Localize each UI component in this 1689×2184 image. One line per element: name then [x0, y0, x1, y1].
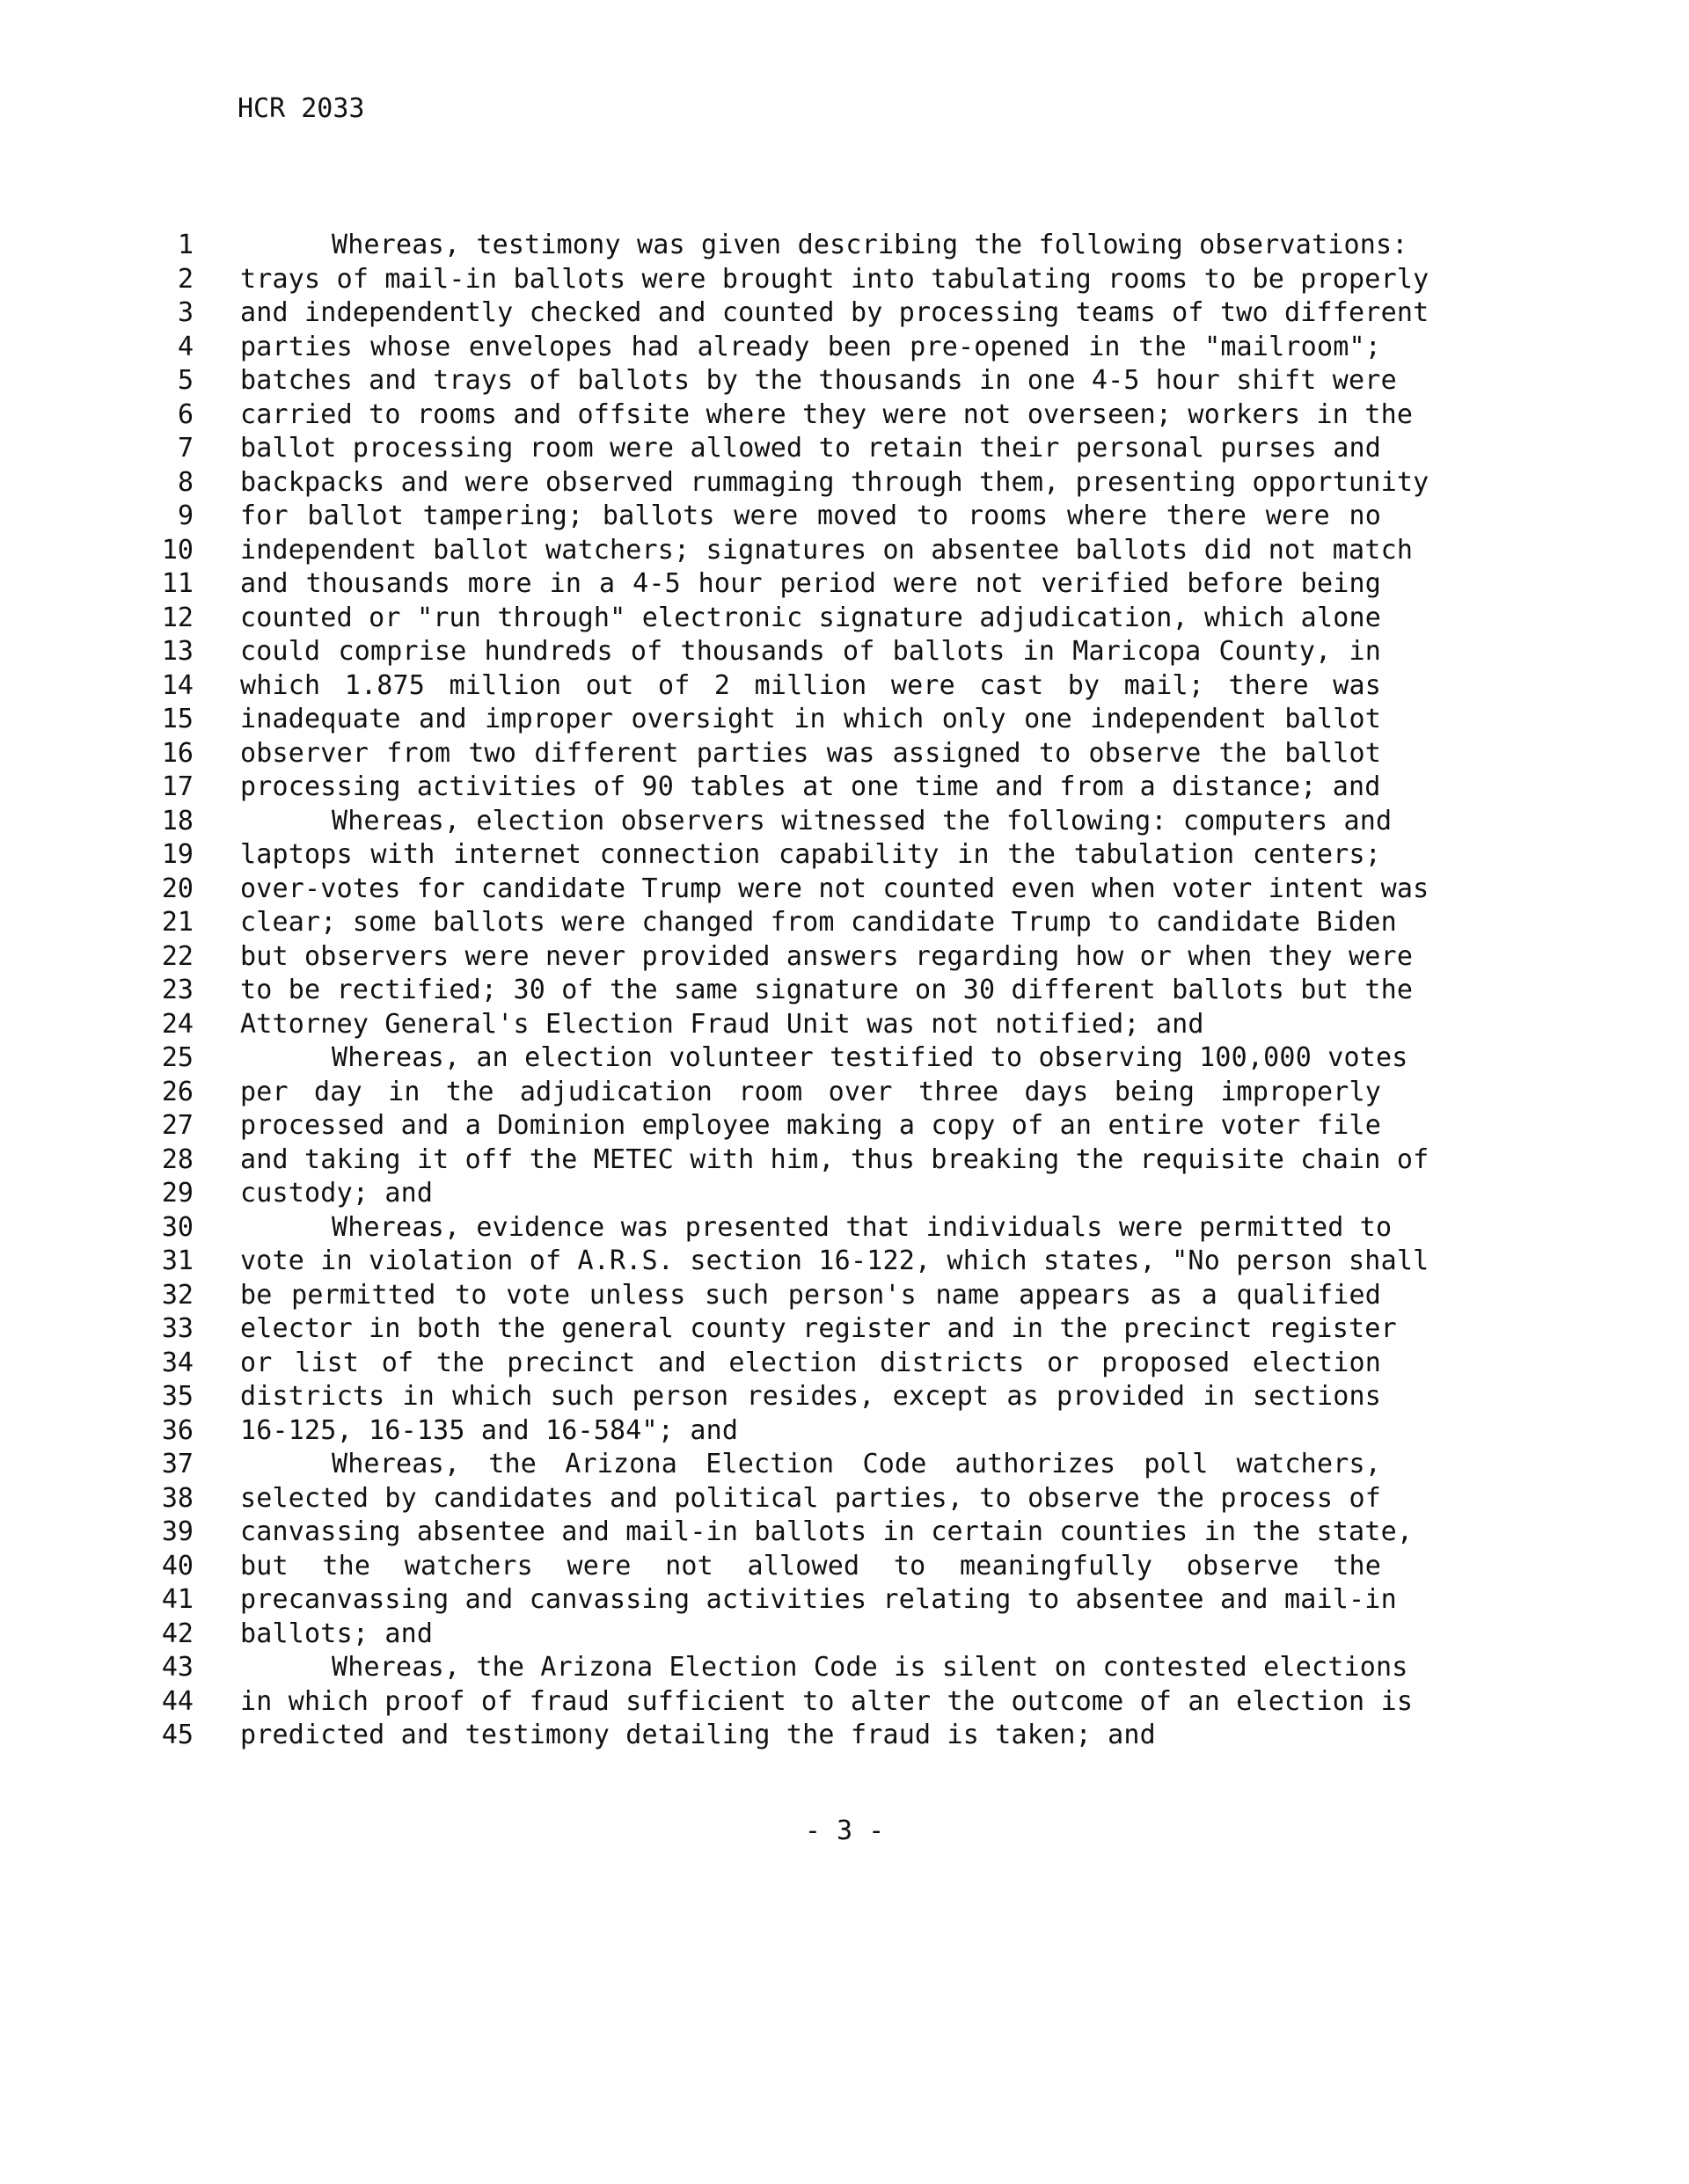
line-number: 9: [177, 500, 194, 531]
line-number: 33: [161, 1313, 194, 1344]
line-number: 15: [161, 704, 194, 734]
document-line: [0, 1414, 1689, 1449]
line-number: 19: [161, 839, 194, 870]
line-text: trays of mail-in ballots were brought into tabulating rooms to be properly: [240, 263, 1429, 295]
document-line: [0, 364, 1689, 398]
line-text: Attorney General's Election Fraud Unit was not notified; and: [240, 1008, 1204, 1040]
line-number: 14: [161, 669, 194, 701]
line-number: 32: [161, 1279, 194, 1311]
document-line: [0, 1583, 1689, 1618]
bill-identifier: HCR 2033: [238, 93, 365, 124]
document-line: [0, 1516, 1689, 1550]
document-line: [0, 1279, 1689, 1313]
line-number: 12: [161, 602, 194, 633]
line-text: processing activities of 90 tables at one time and from a distance; and: [240, 771, 1381, 802]
document-body: [0, 229, 1689, 1753]
line-text: Whereas, the Arizona Election Code authorizes poll watchers,: [332, 1449, 1381, 1479]
line-text: Whereas, evidence was presented that individuals were permitted to: [332, 1211, 1393, 1243]
line-number: 4: [177, 331, 194, 362]
document-line: [0, 432, 1689, 466]
line-number: 16: [161, 737, 194, 769]
line-number: 2: [177, 263, 194, 295]
document-line: [0, 263, 1689, 297]
document-line: [0, 940, 1689, 975]
document-line: [0, 1618, 1689, 1652]
line-text: carried to rooms and offsite where they were not overseen; workers in the: [240, 398, 1414, 430]
document-line: [0, 1380, 1689, 1414]
line-number: 18: [161, 805, 194, 836]
line-number: 8: [177, 466, 194, 498]
document-line: [0, 1448, 1689, 1482]
document-line: [0, 1177, 1689, 1211]
document-line: [0, 1685, 1689, 1720]
line-text: over-votes for candidate Trump were not counted even when voter intent was: [240, 873, 1429, 904]
line-number: 41: [161, 1584, 194, 1615]
document-line: [0, 1211, 1689, 1245]
line-text: but observers were never provided answers regarding how or when they were: [240, 940, 1414, 972]
line-text: backpacks and were observed rummaging through them, presenting opportunity: [240, 466, 1429, 498]
document-line: [0, 534, 1689, 568]
line-text: could comprise hundreds of thousands of ballots in Maricopa County, in: [240, 636, 1381, 667]
document-line: [0, 771, 1689, 805]
line-text: observer from two different parties was assigned to observe the ballot: [240, 737, 1381, 769]
line-text: selected by candidates and political parties, to observe the process of: [240, 1482, 1381, 1514]
line-number: 13: [161, 636, 194, 667]
line-text: precanvassing and canvassing activities relating to absentee and mail-in: [240, 1584, 1397, 1615]
line-number: 10: [161, 534, 194, 566]
document-line: [0, 567, 1689, 602]
document-line: [0, 1109, 1689, 1143]
document-line: [0, 838, 1689, 873]
document-line: [0, 1312, 1689, 1347]
line-number: 42: [161, 1618, 194, 1649]
line-text: in which proof of fraud sufficient to alter the outcome of an election is: [240, 1685, 1414, 1717]
line-number: 36: [161, 1414, 194, 1446]
line-number: 3: [177, 297, 194, 328]
document-line: [0, 805, 1689, 839]
line-number: 40: [161, 1550, 194, 1581]
page-number: - 3 -: [804, 1815, 885, 1846]
document-line: [0, 1143, 1689, 1178]
line-text: ballots; and: [240, 1618, 434, 1649]
line-text: processed and a Dominion employee making a copy of an entire voter file: [240, 1110, 1381, 1141]
line-text: Whereas, the Arizona Election Code is silent on contested elections: [332, 1652, 1408, 1683]
line-number: 34: [161, 1347, 194, 1378]
document-line: [0, 229, 1689, 263]
line-number: 39: [161, 1516, 194, 1547]
line-text: 16-125, 16-135 and 16-584"; and: [240, 1414, 739, 1446]
line-number: 43: [161, 1652, 194, 1683]
line-text: and taking it off the METEC with him, thus breaking the requisite chain of: [240, 1143, 1429, 1175]
line-text: Whereas, an election volunteer testified to observing 100,000 votes: [332, 1042, 1408, 1073]
line-text: or list of the precinct and election districts or proposed election: [240, 1347, 1381, 1378]
line-number: 27: [161, 1110, 194, 1141]
line-text: elector in both the general county register and in the precinct register: [240, 1313, 1397, 1344]
line-text: per day in the adjudication room over three days being improperly: [240, 1076, 1381, 1107]
line-number: 20: [161, 873, 194, 904]
line-text: for ballot tampering; ballots were moved to rooms where there were no: [240, 500, 1381, 531]
line-text: counted or "run through" electronic signature adjudication, which alone: [240, 602, 1381, 633]
line-number: 31: [161, 1245, 194, 1276]
line-number: 1: [177, 230, 194, 260]
line-number: 11: [161, 568, 194, 599]
document-line: [0, 635, 1689, 669]
document-line: [0, 500, 1689, 534]
document-line: [0, 1719, 1689, 1753]
line-text: ballot processing room were allowed to retain their personal purses and: [240, 433, 1381, 464]
line-text: laptops with internet connection capability in the tabulation centers;: [240, 839, 1381, 870]
line-number: 22: [161, 940, 194, 972]
document-line: [0, 737, 1689, 771]
line-number: 6: [177, 398, 194, 430]
line-number: 26: [161, 1076, 194, 1107]
line-number: 45: [161, 1720, 194, 1750]
line-text: Whereas, election observers witnessed the following: computers and: [332, 805, 1393, 836]
line-text: to be rectified; 30 of the same signature on 30 different ballots but the: [240, 975, 1414, 1005]
line-text: and independently checked and counted by processing teams of two different: [240, 297, 1429, 328]
document-line: [0, 602, 1689, 636]
document-line: [0, 466, 1689, 500]
document-line: [0, 331, 1689, 365]
line-number: 21: [161, 907, 194, 938]
line-text: vote in violation of A.R.S. section 16-122, which states, "No person shall: [240, 1245, 1429, 1276]
line-text: Whereas, testimony was given describing the following observations:: [332, 230, 1408, 260]
line-text: which 1.875 million out of 2 million were cast by mail; there was: [240, 669, 1381, 701]
document-line: [0, 1482, 1689, 1516]
document-line: [0, 1550, 1689, 1584]
line-number: 24: [161, 1008, 194, 1040]
document-line: [0, 296, 1689, 331]
line-text: batches and trays of ballots by the thousands in one 4-5 hour shift were: [240, 365, 1397, 396]
line-number: 44: [161, 1685, 194, 1717]
line-text: and thousands more in a 4-5 hour period were not verified before being: [240, 568, 1381, 599]
line-text: inadequate and improper oversight in which only one independent ballot: [240, 704, 1381, 734]
line-number: 25: [161, 1042, 194, 1073]
line-number: 23: [161, 975, 194, 1005]
line-number: 30: [161, 1211, 194, 1243]
line-text: but the watchers were not allowed to meaningfully observe the: [240, 1550, 1381, 1581]
line-text: parties whose envelopes had already been pre-opened in the "mailroom";: [240, 331, 1381, 362]
line-text: predicted and testimony detailing the fraud is taken; and: [240, 1720, 1156, 1750]
line-text: districts in which such person resides, except as provided in sections: [240, 1381, 1381, 1412]
document-line: [0, 906, 1689, 940]
line-text: be permitted to vote unless such person's name appears as a qualified: [240, 1279, 1381, 1311]
line-number: 7: [177, 433, 194, 464]
document-line: [0, 1041, 1689, 1076]
line-text: canvassing absentee and mail-in ballots in certain counties in the state,: [240, 1516, 1414, 1547]
document-line: [0, 1245, 1689, 1279]
document-line: [0, 669, 1689, 704]
line-number: 29: [161, 1178, 194, 1209]
line-number: 35: [161, 1381, 194, 1412]
line-number: 38: [161, 1482, 194, 1514]
document-line: [0, 974, 1689, 1008]
document-line: [0, 1076, 1689, 1110]
document-line: [0, 703, 1689, 737]
document-line: [0, 1347, 1689, 1381]
line-text: clear; some ballots were changed from candidate Trump to candidate Biden: [240, 907, 1397, 938]
document-line: [0, 398, 1689, 433]
document-line: [0, 1008, 1689, 1042]
document-line: [0, 1651, 1689, 1685]
document-line: [0, 873, 1689, 907]
line-text: custody; and: [240, 1178, 434, 1209]
line-number: 17: [161, 771, 194, 802]
line-number: 28: [161, 1143, 194, 1175]
line-text: independent ballot watchers; signatures on absentee ballots did not match: [240, 534, 1414, 566]
line-number: 5: [177, 365, 194, 396]
line-number: 37: [161, 1449, 194, 1479]
